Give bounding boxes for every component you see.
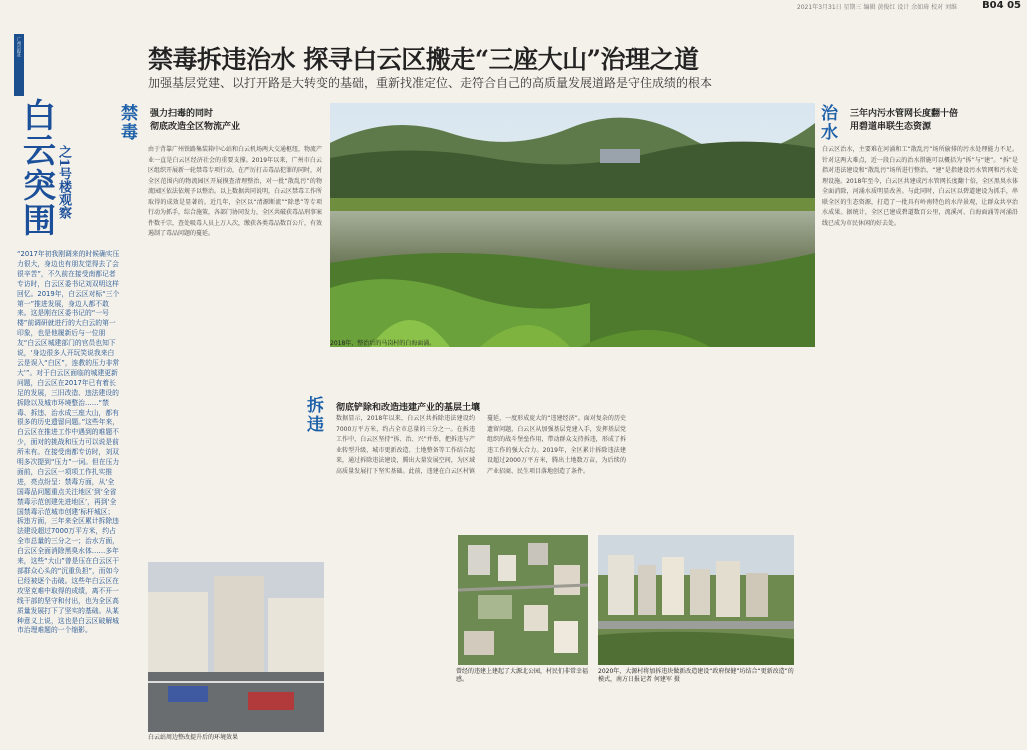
jindu-subtitle-2: 彻底改造全区物流产业: [150, 122, 241, 132]
street-photo-caption: 白云站周边整改提升后的环境效果: [148, 734, 239, 741]
river-photo: [330, 103, 815, 347]
headline: 禁毒拆违治水 探寻白云区搬走“三座大山”治理之道: [148, 45, 699, 74]
renovation-photo-caption: 2020年，大源村将加拆违块做新改造建设“政府保健”坊结合“更新改造”的模式，南方日报记者 何建军 摄: [598, 668, 794, 683]
section-tag-zhishui: 治水: [817, 104, 837, 142]
subheadline: 加强基层党建、以打开路是大转变的基础，重新找准定位、走符合自己的高质量发展道路是守住成绩的根本: [148, 76, 713, 90]
renovation-photo: [598, 535, 794, 665]
jindu-subtitle-1: 强力扫毒的同时: [150, 109, 214, 119]
zhishui-subtitle-1: 三年内污水管网长度翻十倍: [850, 109, 959, 119]
page-header: [0, 0, 1027, 13]
zhishui-subtitle-2: 用碧道串联生态资源: [850, 122, 932, 132]
chaiwei-body: 数据显示，2018年以来，白云区共拆除违法建设约7000万平方米，约占全市总量的三分之一。在拆违工作中，白云区坚持“拆、治、兴”并举，把拆违与产业转型升级、城市更新改造、土地整备等工作结合起来，通过拆除违法建设，腾出大量发展空间，为区域高质量发展打下坚实基础。此前，违建在白云区村镇蔓延，一度形成庞大的“违建经济”。面对复杂的历史遗留问题，白云区从加强基层党建入手，发挥基层党组织的战斗堡垒作用，带动群众支持拆违，形成了拆违工作的强大合力。2019年，全区累计拆除违法建设超过2000万平方米，腾出土地数万亩，为后续的产业招商、民生项目落地创造了条件。: [336, 415, 626, 475]
newspaper-logo: 广州日报社: [14, 34, 24, 96]
intro-text: “2017年初我刚调来的时候确实压力很大，身边也有朋友觉得去了会很辛苦”，不久前在接受南都记者专访时，白云区委书记刘双明这样回忆。2019年，白云区对标“三个第一”推进发展，身边人都不敢来。这是刚在区委书记的“一号楼”前调研就进行的大白云的第一印象，也是他履新后与一位朋友“白云区城建部门的官员也知下说，‘身边很多人开玩笑说我来白云是误入“白区”，连教的压力非常大’”。对于白云区面临的城建更新问题，白云区在2017年已有着长足的发展，三旧改造、违法建设的拆除以及城市环境整治……“禁毒、拆违、治水成三座大山，都有很多的历史遗留问题。”这些年来，白云区在推进工作中遇到的难题不少，面对的挑战和压力可以说是前所未有。在接受南都专访时，刘双明多次提到“压力”一词。但在压力面前，白云区一项项工作扎实推进，亮点纷呈：禁毒方面，从‘全国毒品问题重点关注地区’到‘全省禁毒示范创建先进地区’，再到‘全国禁毒示范城市创建’标杆城区；拆违方面，三年来全区累计拆除违法建设超过7000万平方米，约占全市总量的三分之一；治水方面，白云区全面消除黑臭水体……多年来，这些“大山”曾是压在白云区干部群众心头的“沉重负担”，而如今已经被逐个击破。这些年白云区在攻坚克难中取得的成绩，离不开一线干部的坚守和付出，也为全区高质量发展打下了坚实的基础。从某种意义上说，这也是白云区破解城市治理难题的一个缩影。: [17, 250, 120, 635]
river-photo-caption: 2018年，整治后的马岗村的白海面涌。: [330, 340, 436, 347]
section-tag-jindu: 禁毒: [117, 104, 137, 142]
section-tag-chaiwei: 拆违: [303, 396, 323, 434]
chaiwei-subtitle: 彻底铲除和改造违建产业的基层土壤: [336, 403, 481, 413]
aerial-photo: [458, 535, 588, 665]
series-title: 之1号楼观察: [56, 145, 71, 220]
aerial-photo-caption: 曾经的违建上建起了大源北公园，村民们非常幸福感。: [456, 668, 589, 683]
issue-meta: 2021年3月31日 星期三 编辑 黄俊红 设计 余如琦 校对 刘维: [796, 4, 957, 11]
street-photo: [148, 562, 324, 732]
zhishui-body: 白云区治水，主要难在河涌和工“散乱污”场所偷排的污水处理能力不足。针对这两大难点，近一段白云的治水措施可以概括为“拆”与“建”。“拆”是指对违法建设和“散乱污”场所进行整治，“建”是指建设污水管网和污水处理设施。2018年至今，白云区共建成污水管网长度翻十倍，全区黑臭水体全面消除，河涌水质明显改善。与此同时，白云区以碧道建设为抓手，串联全区的生态资源，打造了一批具有岭南特色的水岸景观，让群众共享治水成果。据统计，全区已建成碧道数百公里，流溪河、白海面涌等河涌沿线已成为市民休闲的好去处。: [822, 146, 1018, 227]
jindu-body: 由于背靠广州铁路集装箱中心站和白云机场两大交通枢纽，物流产业一直是白云区经济社会的重要支撑。2019年以来，广州市白云区组织开展新一轮禁毒专项行动，在严厉打击毒品犯罪的同时，对全区范围内的物流园区开展摸查清理整治，对一批“散乱污”的物流园区依法依规予以整治。以上数据共同说明，白云区禁毒工作所取得的成效是显著的。近几年，全区以“清源断流”“除患”等专项行动为抓手，综合施策，各部门协同发力，全区共破获毒品刑事案件数千宗，查处吸毒人员上万人次，缴获各类毒品数百公斤，有效遏制了毒品问题的蔓延。: [148, 146, 323, 237]
section-title: 白云突围: [18, 98, 57, 238]
page-number: B04 05: [982, 0, 1021, 11]
